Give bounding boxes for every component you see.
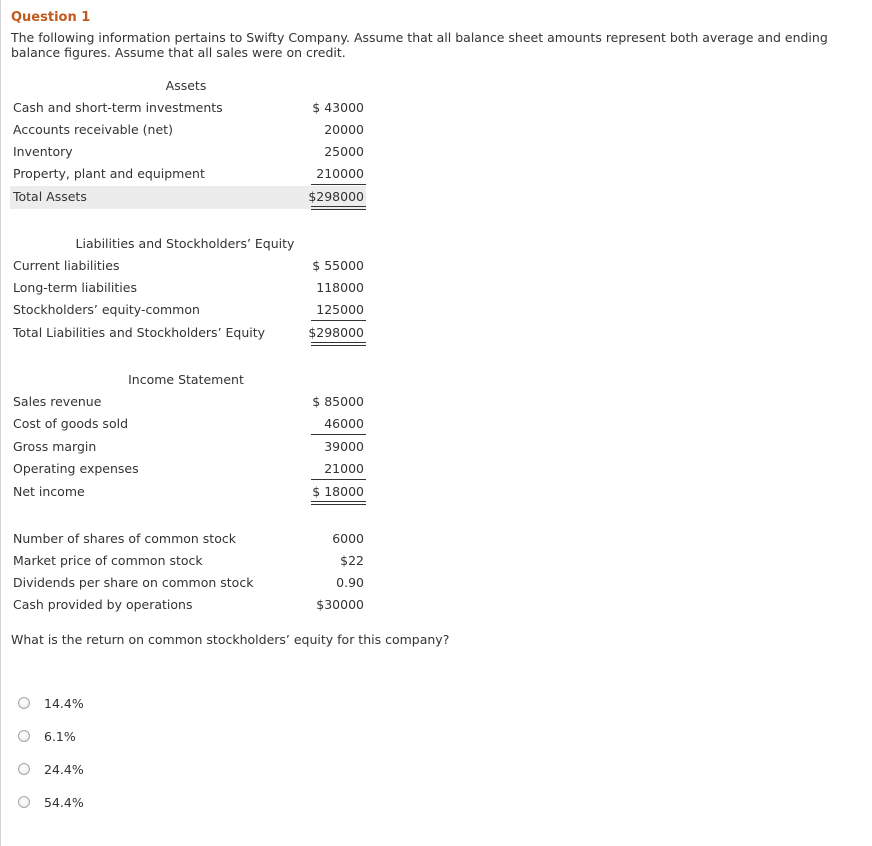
- radio-button[interactable]: [18, 697, 30, 709]
- radio-button[interactable]: [18, 730, 30, 742]
- assets-header: Assets: [165, 78, 207, 93]
- income-row-label: Gross margin: [13, 439, 97, 454]
- page-left-border: [0, 0, 1, 846]
- other-row-label: Number of shares of common stock: [13, 531, 236, 546]
- liabilities-row-value: 125000: [316, 302, 364, 317]
- total-double-underline: [311, 206, 366, 210]
- assets-row-value: 210000: [316, 166, 364, 181]
- assets-row-label: Inventory: [13, 144, 73, 159]
- other-row-label: Dividends per share on common stock: [13, 575, 254, 590]
- subtotal-underline: [311, 320, 366, 321]
- other-row-value: $22: [340, 553, 364, 568]
- liabilities-total-label: Total Liabilities and Stockholders’ Equity: [13, 325, 266, 340]
- net-income-label: Net income: [13, 484, 85, 499]
- income-row-value: 21000: [324, 461, 364, 476]
- income-header: Income Statement: [128, 372, 244, 387]
- subtotal-underline: [311, 184, 366, 185]
- question-intro: The following information pertains to Swifty Company. Assume that all balance sheet amounts represent both average and ending balance figures. Assume that all sales were on credit.: [11, 30, 828, 60]
- subtotal-underline: [311, 479, 366, 480]
- answer-option-label[interactable]: 54.4%: [44, 794, 84, 810]
- income-row-value: 46000: [324, 416, 364, 431]
- radio-button[interactable]: [18, 763, 30, 775]
- income-row-label: Cost of goods sold: [13, 416, 129, 431]
- other-row-value: $30000: [316, 597, 364, 612]
- answer-option[interactable]: [18, 794, 84, 810]
- other-row-value: 6000: [332, 531, 364, 546]
- assets-row-value: $ 43000: [312, 100, 364, 115]
- liabilities-row-label: Stockholders’ equity-common: [13, 302, 200, 317]
- liabilities-row-value: $ 55000: [312, 258, 364, 273]
- income-row-label: Operating expenses: [13, 461, 139, 476]
- assets-row-label: Accounts receivable (net): [13, 122, 173, 137]
- income-row-label: Sales revenue: [13, 394, 102, 409]
- subtotal-underline: [311, 434, 366, 435]
- liabilities-row-label: Long-term liabilities: [13, 280, 137, 295]
- radio-button[interactable]: [18, 796, 30, 808]
- total-double-underline: [311, 501, 366, 505]
- liabilities-row-value: 118000: [316, 280, 364, 295]
- total-double-underline: [311, 342, 366, 346]
- assets-row-value: 25000: [324, 144, 364, 159]
- answer-option-label[interactable]: 6.1%: [44, 728, 76, 744]
- assets-row-label: Property, plant and equipment: [13, 166, 205, 181]
- question-prompt: What is the return on common stockholders’ equity for this company?: [11, 632, 450, 647]
- answer-option[interactable]: [18, 761, 84, 777]
- other-row-label: Cash provided by operations: [13, 597, 193, 612]
- assets-row-label: Cash and short-term investments: [13, 100, 223, 115]
- other-row-label: Market price of common stock: [13, 553, 203, 568]
- other-row-value: 0.90: [336, 575, 364, 590]
- liabilities-row-label: Current liabilities: [13, 258, 120, 273]
- liabilities-header: Liabilities and Stockholders’ Equity: [75, 236, 295, 251]
- answer-option[interactable]: [18, 695, 84, 711]
- income-row-value: 39000: [324, 439, 364, 454]
- assets-total-value: $298000: [308, 189, 364, 204]
- net-income-value: $ 18000: [312, 484, 364, 499]
- answer-option[interactable]: [18, 728, 76, 744]
- question-title: Question 1: [11, 10, 91, 25]
- answer-option-label[interactable]: 14.4%: [44, 695, 84, 711]
- income-row-value: $ 85000: [312, 394, 364, 409]
- answer-option-label[interactable]: 24.4%: [44, 761, 84, 777]
- assets-row-value: 20000: [324, 122, 364, 137]
- liabilities-total-value: $298000: [308, 325, 364, 340]
- assets-total-label: Total Assets: [13, 189, 87, 204]
